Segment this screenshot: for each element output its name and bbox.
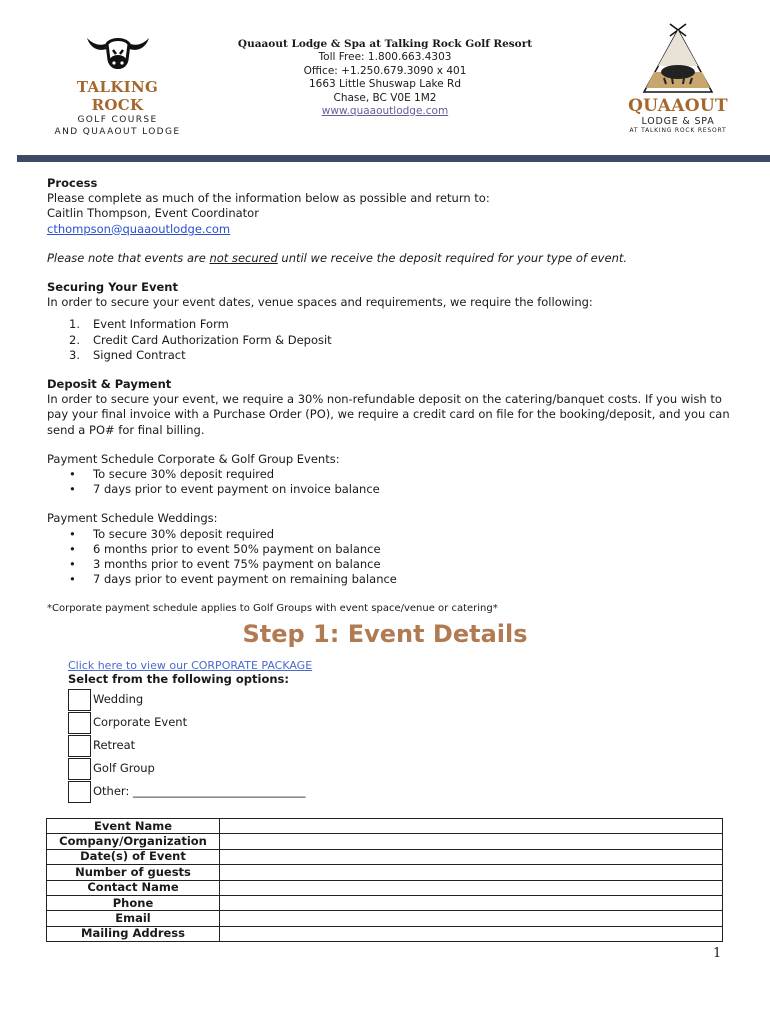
table-row: Company/Organization: [47, 834, 723, 849]
process-line-1: Please complete as much of the information below as possible and return to:: [47, 191, 490, 206]
checkbox[interactable]: [68, 712, 91, 734]
table-row: Phone: [47, 895, 723, 910]
table-row: Mailing Address: [47, 926, 723, 941]
corporate-package-link[interactable]: Click here to view our CORPORATE PACKAGE: [68, 659, 313, 672]
corporate-footnote: *Corporate payment schedule applies to Golf Groups with event space/venue or catering*: [47, 603, 498, 615]
office-phone: Office: +1.250.679.3090 x 401: [303, 64, 467, 77]
company-field[interactable]: [220, 834, 723, 849]
checkbox[interactable]: [68, 689, 91, 711]
header-divider: [17, 155, 770, 162]
process-line-2: Caitlin Thompson, Event Coordinator: [47, 206, 259, 221]
list-item: 3. Signed Contract: [69, 347, 186, 362]
option-corporate-event[interactable]: Corporate Event: [68, 712, 468, 735]
table-row: Date(s) of Event: [47, 849, 723, 864]
talking-rock-logo: [50, 30, 185, 137]
not-secured-text: not secured: [209, 250, 278, 265]
corporate-schedule-list: [69, 467, 737, 497]
contact-name-field[interactable]: [220, 880, 723, 895]
table-row: Email: [47, 911, 723, 926]
list-item: • To secure 30% deposit required: [69, 527, 737, 542]
quaaout-sub1: LODGE & SPA: [641, 116, 715, 127]
talking-rock-wordmark: TALKING ROCK: [76, 78, 159, 114]
deposit-text: In order to secure your event, we require a 30% non-refundable deposit on the catering/banquet costs. If you wish to pay your final invoice with a Purchase Order (PO), we require a credit card on file for the booking/deposit, and you can send a PO# for final billing.: [47, 392, 730, 437]
page-number: 1: [713, 946, 722, 961]
event-dates-field[interactable]: [220, 849, 723, 864]
option-retreat[interactable]: Retreat: [68, 735, 468, 758]
wedding-schedule-heading: Payment Schedule Weddings:: [47, 511, 218, 526]
table-row: Contact Name: [47, 880, 723, 895]
toll-free: Toll Free: 1.800.663.4303: [318, 51, 452, 64]
talking-rock-sub2: AND QUAAOUT LODGE: [54, 127, 181, 137]
document-body: [47, 176, 737, 617]
quaaout-sub2: AT TALKING ROCK RESORT: [629, 127, 727, 134]
list-item: • 3 months prior to event 75% payment on balance: [69, 557, 737, 572]
talking-rock-sub1: GOLF COURSE: [77, 115, 158, 125]
securing-list: [69, 317, 737, 363]
securing-heading: Securing Your Event: [47, 280, 178, 295]
option-wedding[interactable]: Wedding: [68, 689, 468, 712]
process-heading: Process: [47, 176, 98, 190]
table-row: Event Name: [47, 819, 723, 834]
address-line-1: 1663 Little Shuswap Lake Rd: [309, 78, 461, 91]
list-item: 2. Credit Card Authorization Form & Deposit: [69, 332, 332, 347]
bull-skull-icon: [83, 30, 153, 76]
list-item: • 6 months prior to event 50% payment on balance: [69, 542, 737, 557]
email-field[interactable]: [220, 911, 723, 926]
checkbox[interactable]: [68, 781, 91, 803]
website-link[interactable]: www.quaaoutlodge.com: [321, 105, 449, 118]
list-item: • To secure 30% deposit required: [69, 467, 737, 482]
resort-title: Quaaout Lodge & Spa at Talking Rock Golf Resort: [237, 38, 533, 50]
table-row: Number of guests: [47, 865, 723, 880]
coordinator-email-link[interactable]: cthompson@quaaoutlodge.com: [47, 221, 231, 236]
contact-header: [215, 38, 555, 118]
event-details-table: [46, 818, 723, 942]
list-item: • 7 days prior to event payment on remaining balance: [69, 572, 737, 587]
mailing-address-field[interactable]: [220, 926, 723, 941]
securing-intro: In order to secure your event dates, venue spaces and requirements, we require the following:: [47, 295, 593, 310]
phone-field[interactable]: [220, 895, 723, 910]
deposit-heading: Deposit & Payment: [47, 377, 172, 392]
deposit-note: Please note that events are not secured until we receive the deposit required for your type of event.: [47, 250, 628, 265]
checkbox[interactable]: [68, 735, 91, 757]
option-other[interactable]: Other: ______________________________: [68, 781, 468, 804]
step-1-title: Step 1: Event Details: [242, 620, 528, 648]
list-item: 1. Event Information Form: [69, 317, 229, 332]
quaaout-wordmark: QUAAOUT: [628, 96, 728, 116]
address-line-2: Chase, BC V0E 1M2: [333, 91, 437, 104]
option-golf-group[interactable]: Golf Group: [68, 758, 468, 781]
event-name-field[interactable]: [220, 819, 723, 834]
teepee-icon: [638, 22, 718, 94]
guest-count-field[interactable]: [220, 865, 723, 880]
select-options-label: Select from the following options:: [68, 672, 289, 686]
checkbox[interactable]: [68, 758, 91, 780]
event-type-options: [68, 658, 468, 804]
quaaout-logo: [618, 22, 738, 142]
corporate-schedule-heading: Payment Schedule Corporate & Golf Group Events:: [47, 451, 340, 466]
wedding-schedule-list: [69, 527, 737, 588]
list-item: • 7 days prior to event payment on invoice balance: [69, 482, 737, 497]
